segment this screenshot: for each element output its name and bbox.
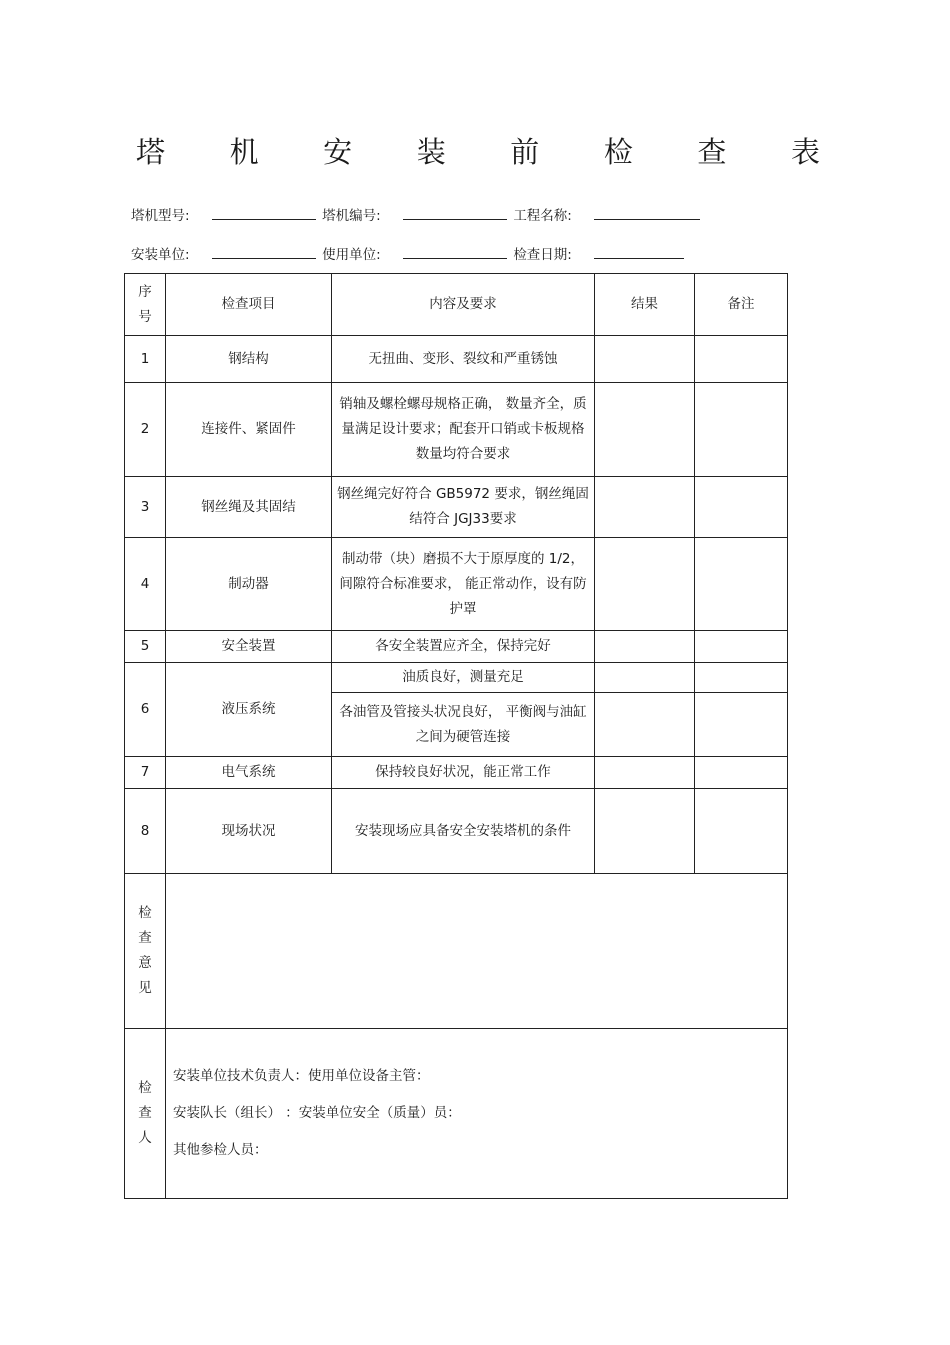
row-content: 各安全装置应齐全，保持完好 [332, 631, 595, 663]
title-char: 前 [510, 135, 540, 169]
install-unit-field[interactable] [212, 246, 316, 259]
table-header-row [125, 274, 788, 336]
remark-cell[interactable] [695, 693, 788, 757]
header-content: 内容及要求 [332, 274, 595, 336]
title-char: 机 [229, 135, 259, 169]
remark-cell[interactable] [695, 757, 788, 789]
inspector-line: 安装队长（组长） ：安装单位安全（质量）员： [173, 1105, 461, 1121]
inspector-row [125, 1029, 788, 1199]
result-cell[interactable] [595, 693, 695, 757]
opinion-input[interactable] [166, 874, 788, 1029]
table-row [125, 663, 788, 693]
check-date-label: 检查日期: [513, 247, 572, 263]
result-cell[interactable] [595, 789, 695, 874]
header-row-2 [131, 243, 686, 263]
row-content: 销轴及螺栓螺母规格正确， 数量齐全，质量满足设计要求；配套开口销或卡板规格数量均符合要求 [332, 383, 595, 477]
inspector-line: 安装单位技术负责人：使用单位设备主管： [173, 1068, 430, 1084]
number-label: 塔机编号: [322, 208, 381, 224]
remark-cell[interactable] [695, 538, 788, 631]
row-seq: 3 [125, 477, 166, 538]
row-item: 电气系统 [166, 757, 332, 789]
result-cell[interactable] [595, 477, 695, 538]
remark-cell[interactable] [695, 383, 788, 477]
row-content-a: 油质良好，测量充足 [332, 663, 595, 693]
result-cell[interactable] [595, 663, 695, 693]
install-unit-label: 安装单位: [131, 247, 190, 263]
remark-cell[interactable] [695, 663, 788, 693]
result-cell[interactable] [595, 538, 695, 631]
row-seq: 7 [125, 757, 166, 789]
row-content: 无扭曲、变形、裂纹和严重锈蚀 [332, 336, 595, 383]
result-cell[interactable] [595, 631, 695, 663]
row-seq: 1 [125, 336, 166, 383]
row-item: 制动器 [166, 538, 332, 631]
title-char: 塔 [136, 135, 166, 169]
use-unit-field[interactable] [403, 246, 507, 259]
row-item: 安全装置 [166, 631, 332, 663]
header-result: 结果 [595, 274, 695, 336]
model-label: 塔机型号: [131, 208, 190, 224]
row-content-b: 各油管及管接头状况良好， 平衡阀与油缸之间为硬管连接 [332, 693, 595, 757]
project-label: 工程名称: [513, 208, 572, 224]
row-seq: 8 [125, 789, 166, 874]
row-content: 制动带（块）磨损不大于原厚度的 1/2，间隙符合标准要求， 能正常动作，设有防护罩 [332, 538, 595, 631]
remark-cell[interactable] [695, 789, 788, 874]
inspector-line: 其他参检人员： [173, 1142, 268, 1158]
page-title [136, 130, 820, 171]
row-seq: 4 [125, 538, 166, 631]
inspection-table [124, 273, 788, 1199]
table-row [125, 538, 788, 631]
row-seq: 5 [125, 631, 166, 663]
inspector-label: 检查人 [125, 1029, 166, 1199]
title-char: 装 [416, 135, 446, 169]
opinion-label: 检查意见 [125, 874, 166, 1029]
table-row [125, 757, 788, 789]
table-row [125, 631, 788, 663]
header-remark: 备注 [695, 274, 788, 336]
use-unit-label: 使用单位: [322, 247, 381, 263]
remark-cell[interactable] [695, 631, 788, 663]
header-row-1 [131, 204, 702, 224]
remark-cell[interactable] [695, 477, 788, 538]
table-row [125, 477, 788, 538]
result-cell[interactable] [595, 757, 695, 789]
table-row [125, 336, 788, 383]
number-field[interactable] [403, 207, 507, 220]
header-seq: 序号 [125, 274, 166, 336]
inspector-signatures[interactable] [166, 1029, 788, 1199]
table-row [125, 383, 788, 477]
title-char: 安 [323, 135, 353, 169]
table-row [125, 789, 788, 874]
row-item: 现场状况 [166, 789, 332, 874]
result-cell[interactable] [595, 336, 695, 383]
row-seq: 6 [125, 663, 166, 757]
title-char: 查 [697, 135, 727, 169]
row-item: 连接件、紧固件 [166, 383, 332, 477]
row-content: 安装现场应具备安全安装塔机的条件 [332, 789, 595, 874]
model-field[interactable] [212, 207, 316, 220]
remark-cell[interactable] [695, 336, 788, 383]
result-cell[interactable] [595, 383, 695, 477]
title-char: 表 [790, 135, 820, 169]
check-date-field[interactable] [594, 246, 684, 259]
opinion-row [125, 874, 788, 1029]
title-char: 检 [603, 135, 633, 169]
project-field[interactable] [594, 207, 700, 220]
header-item: 检查项目 [166, 274, 332, 336]
row-item: 液压系统 [166, 663, 332, 757]
row-item: 钢结构 [166, 336, 332, 383]
row-content: 保持较良好状况，能正常工作 [332, 757, 595, 789]
row-item: 钢丝绳及其固结 [166, 477, 332, 538]
row-content: 钢丝绳完好符合 GB5972 要求，钢丝绳固结符合 JGJ33要求 [332, 477, 595, 538]
row-seq: 2 [125, 383, 166, 477]
